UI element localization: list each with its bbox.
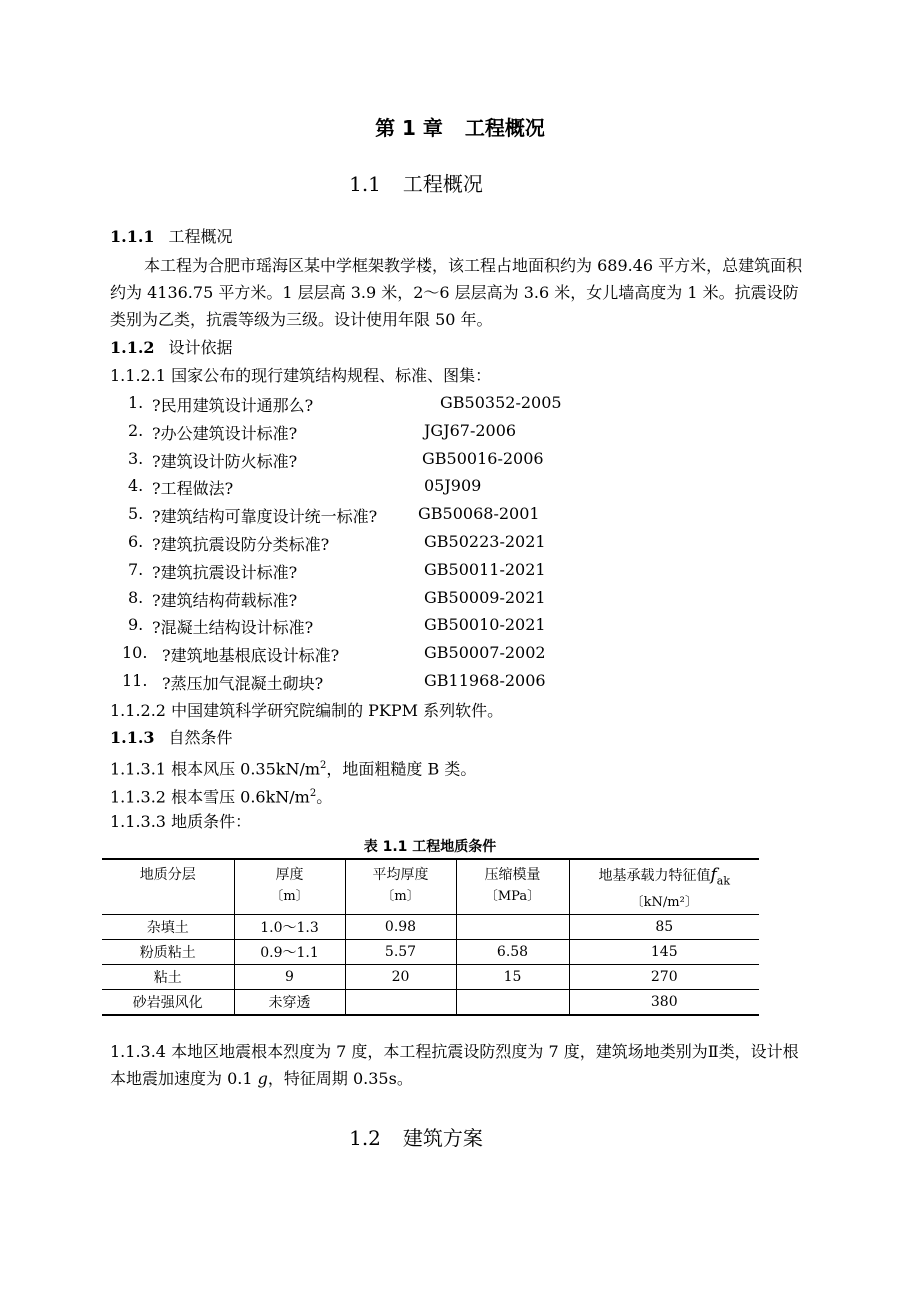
standard-number: 9.	[128, 615, 144, 635]
standard-number: 3.	[128, 448, 144, 468]
table-cell: 砂岩强风化	[102, 990, 234, 1016]
table-cell: 9	[234, 965, 345, 990]
standard-title: ?建筑结构可靠度设计统一标准?	[152, 507, 378, 527]
standard-code: GB50007-2002	[424, 643, 546, 663]
table-cell: 粘土	[102, 965, 234, 990]
header-unit: 〔m〕	[270, 889, 309, 904]
standard-code: GB11968-2006	[424, 671, 546, 690]
standard-title: ?工程做法?	[152, 479, 234, 499]
table-cell: 6.58	[456, 940, 569, 965]
subsection-1-1-1: 1.1.1 工程概况	[110, 227, 233, 246]
standard-number: 7.	[128, 559, 144, 579]
symbol-subscript: ak	[716, 874, 731, 888]
table-row	[102, 965, 759, 990]
standard-title: ?建筑结构荷载标准?	[152, 590, 298, 610]
standard-title: ?混凝土结构设计标准?	[152, 618, 314, 638]
subsection-1-1-3: 1.1.3 自然条件	[110, 728, 233, 747]
standard-code: GB50009-2021	[424, 587, 546, 607]
design-basis-intro: 1.1.2.1 国家公布的现行建筑结构规程、标准、图集：	[110, 366, 492, 385]
fak-symbol	[710, 865, 731, 888]
symbol-letter: f	[710, 865, 717, 885]
standard-title: ?建筑地基根底设计标准?	[162, 646, 340, 666]
geology-line: 1.1.3.3 地质条件：	[110, 812, 252, 831]
standard-title: ?建筑抗震设计标准?	[152, 562, 298, 582]
standard-title: ?民用建筑设计通那么?	[152, 396, 314, 415]
header-unit: 〔MPa〕	[484, 889, 541, 904]
standard-code: GB50223-2021	[424, 532, 546, 551]
chapter-title: 第 1 章 工程概况	[375, 116, 545, 140]
header-label: 压缩模量	[484, 867, 541, 883]
standard-number: 1.	[128, 393, 144, 412]
snow-pressure-line: 1.1.3.2 根本雪压 $0.6kN/m^2$。	[110, 787, 333, 807]
standard-code: GB50068-2001	[418, 504, 540, 524]
table-cell	[456, 990, 569, 1016]
table-header-cell	[102, 859, 234, 915]
header-label: 厚度	[275, 867, 304, 883]
standard-number: 6.	[128, 532, 144, 551]
section-heading-1-1: 1.1 工程概况	[349, 172, 483, 196]
table-cell: 15	[456, 965, 569, 990]
table-caption: 表 1.1 工程地质条件	[363, 839, 497, 855]
table-header-cell	[345, 859, 456, 915]
table-cell: 5.57	[345, 940, 456, 965]
table-cell: 20	[345, 965, 456, 990]
table-cell: 85	[569, 915, 759, 940]
table-cell: 0.9～1.1	[234, 940, 345, 965]
pkpm-line: 1.1.2.2 中国建筑科学研究院编制的 PKPM 系列软件。	[110, 701, 504, 720]
standard-title: ?办公建筑设计标准?	[152, 423, 298, 443]
header-unit: 〔m〕	[381, 889, 420, 904]
table-cell: 270	[569, 965, 759, 990]
table-cell	[345, 990, 456, 1016]
table-header-row	[102, 859, 759, 915]
header-unit: 〔kN/m²〕	[630, 895, 698, 911]
standard-number: 10.	[122, 643, 148, 663]
table-header-cell	[569, 859, 759, 915]
standard-code: GB50010-2021	[424, 615, 546, 635]
subsection-1-1-2: 1.1.2 设计依据	[110, 338, 233, 357]
table-cell: 380	[569, 990, 759, 1016]
table-row	[102, 940, 759, 965]
standard-number: 4.	[128, 476, 144, 496]
header-label: 地质分层	[139, 867, 196, 883]
standard-title: ?蒸压加气混凝土砌块?	[162, 674, 324, 693]
section-heading-1-2: 1.2 建筑方案	[349, 1126, 483, 1150]
table-cell: 145	[569, 940, 759, 965]
header-label: 地基承载力特征值	[598, 868, 711, 884]
table-cell: 0.98	[345, 915, 456, 940]
standard-number: 8.	[128, 587, 144, 607]
standard-number: 11.	[122, 671, 148, 690]
table-header-cell	[456, 859, 569, 915]
geology-table	[102, 858, 759, 1016]
standard-title: ?建筑抗震设防分类标准?	[152, 535, 330, 554]
table-cell: 未穿透	[234, 990, 345, 1016]
table-cell	[456, 915, 569, 940]
standard-number: 2.	[128, 420, 144, 440]
standard-title: ?建筑设计防火标准?	[152, 451, 298, 471]
table-cell: 1.0～1.3	[234, 915, 345, 940]
table-header-cell	[234, 859, 345, 915]
standard-code: GB50016-2006	[422, 448, 544, 468]
standard-code: GB50011-2021	[424, 559, 546, 579]
seismic-paragraph: 1.1.3.4 本地区地震根本烈度为 7 度，本工程抗震设防烈度为 7 度，建筑场地类别为Ⅱ类，设计根本地震加速度为 0.1 g，特征周期 0.35s。	[110, 1042, 799, 1088]
table-row	[102, 990, 759, 1016]
table-cell: 杂填土	[102, 915, 234, 940]
standard-code: 05J909	[424, 476, 482, 496]
paragraph-overview: 本工程为合肥市瑶海区某中学框架教学楼，该工程占地面积约为 689.46 平方米，总建筑面积约为 4136.75 平方米。1 层层高 3.9 米，2～6 层层高为 3.6 米，女儿墙高度为 1 米。抗震设防类别为乙类，抗震等级为三级。设计使用年限 50 年。	[110, 256, 803, 329]
wind-pressure-line: 1.1.3.1 根本风压 $0.35kN/m^2$，地面粗糙度 B 类。	[110, 759, 477, 779]
table-cell: 粉质粘土	[102, 940, 234, 965]
standard-code: GB50352-2005	[440, 393, 562, 412]
standard-code: JGJ67-2006	[424, 420, 517, 440]
standard-number: 5.	[128, 504, 144, 524]
header-label: 平均厚度	[372, 867, 429, 883]
table-row	[102, 915, 759, 940]
